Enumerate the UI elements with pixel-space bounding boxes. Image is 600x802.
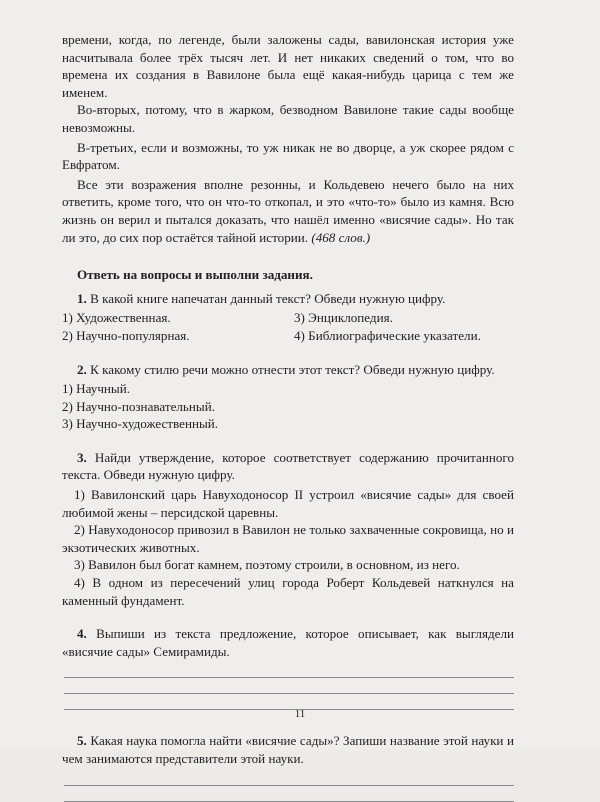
question-2-text [62, 361, 514, 379]
question-3-text [62, 449, 514, 484]
question-5 [62, 732, 514, 801]
question-4-prompt: Выпиши из текста предложение, которое описывает, как выглядели «висячие сады» Семирамиды. [62, 626, 514, 659]
q1-option-3[interactable]: 3) Энциклопедия. [294, 310, 393, 326]
question-5-prompt: Какая наука помогла найти «висячие сады»? Запиши название этой науки и чем занимаются представители этой науки. [62, 733, 515, 766]
q5-answer-line-2[interactable] [64, 786, 514, 802]
q1-option-1[interactable]: 1) Художественная. [62, 310, 171, 326]
question-1-options [62, 309, 514, 344]
paragraph-second-reason: Во-вторых, потому, что в жарком, безводном Вавилоне такие сады вообще невозможны. [62, 102, 514, 135]
q1-option-2[interactable]: 2) Научно-популярная. [62, 327, 190, 343]
question-2 [62, 361, 514, 433]
question-4-number: 4. [77, 626, 87, 642]
question-5-number: 5. [77, 733, 87, 749]
question-3-prompt: Найди утверждение, которое соответствует содержанию прочитанного текста. Обведи нужную цифру. [62, 449, 514, 483]
q3-option-1[interactable]: 1) Вавилонский царь Навуходоносор II устроил «висячие сады» для своей любимой жены – персидской царевны. [62, 487, 514, 520]
question-3-number: 3. [77, 449, 87, 465]
question-1-prompt: В какой книге напечатан данный текст? Обведи нужную цифру. [90, 290, 446, 306]
q3-option-4[interactable]: 4) В одном из пересечений улиц города Роберт Кольдевей наткнулся на каменный фундамент. [62, 575, 514, 608]
question-5-text [62, 732, 514, 767]
paragraph-conclusion [62, 176, 514, 246]
conclusion-text: Все эти возражения вполне резонны, и Кольдевею нечего было на них ответить, кроме того, что он что-то откопал, и это «что-то» было из камня. Всю жизнь он верил и пытался доказать, что нашёл именно «висячие сады». Но так ли это, до сих пор остаётся тайной истории. [62, 176, 514, 245]
question-1-number: 1. [77, 290, 87, 306]
question-1 [62, 290, 514, 345]
q3-option-2[interactable]: 2) Навуходоносор привозил в Вавилон не только захваченные сокровища, но и экзотических животных. [62, 522, 514, 555]
question-2-prompt: К какому стилю речи можно отнести этот текст? Обведи нужную цифру. [90, 361, 495, 377]
word-count: (468 слов.) [311, 229, 371, 245]
q2-option-2[interactable]: 2) Научно-познавательный. [62, 398, 215, 414]
q3-option-3[interactable]: 3) Вавилон был богат камнем, поэтому строили, в основном, из него. [74, 557, 460, 573]
page-number: 11 [294, 708, 306, 720]
question-4 [62, 625, 514, 710]
q4-answer-line-2[interactable] [64, 678, 514, 694]
paragraph-third-reason: В-третьих, если и возможны, то уж никак не во дворце, а уж скорее рядом с Евфратом. [62, 139, 514, 173]
paragraph-continuation: времени, когда, по легенде, были заложены сады, вавилонская история уже насчитывала более трёх тысяч лет. И нет никаких сведений о том, что во времена их создания в Вавилоне была ещё какая-нибудь царица с тем же именем. [62, 32, 514, 100]
q2-option-1[interactable]: 1) Научный. [62, 381, 131, 397]
q2-option-3[interactable]: 3) Научно-художественный. [62, 416, 219, 432]
question-2-number: 2. [77, 361, 87, 377]
tasks-heading: Ответь на вопросы и выполни задания. [77, 267, 313, 283]
q4-answer-line-1[interactable] [64, 662, 514, 678]
content-column [62, 31, 514, 802]
question-3 [62, 449, 514, 609]
question-1-text [62, 290, 514, 308]
q1-option-4[interactable]: 4) Библиографические указатели. [294, 327, 481, 343]
q5-answer-line-1[interactable] [64, 770, 514, 786]
question-4-text [62, 625, 514, 660]
